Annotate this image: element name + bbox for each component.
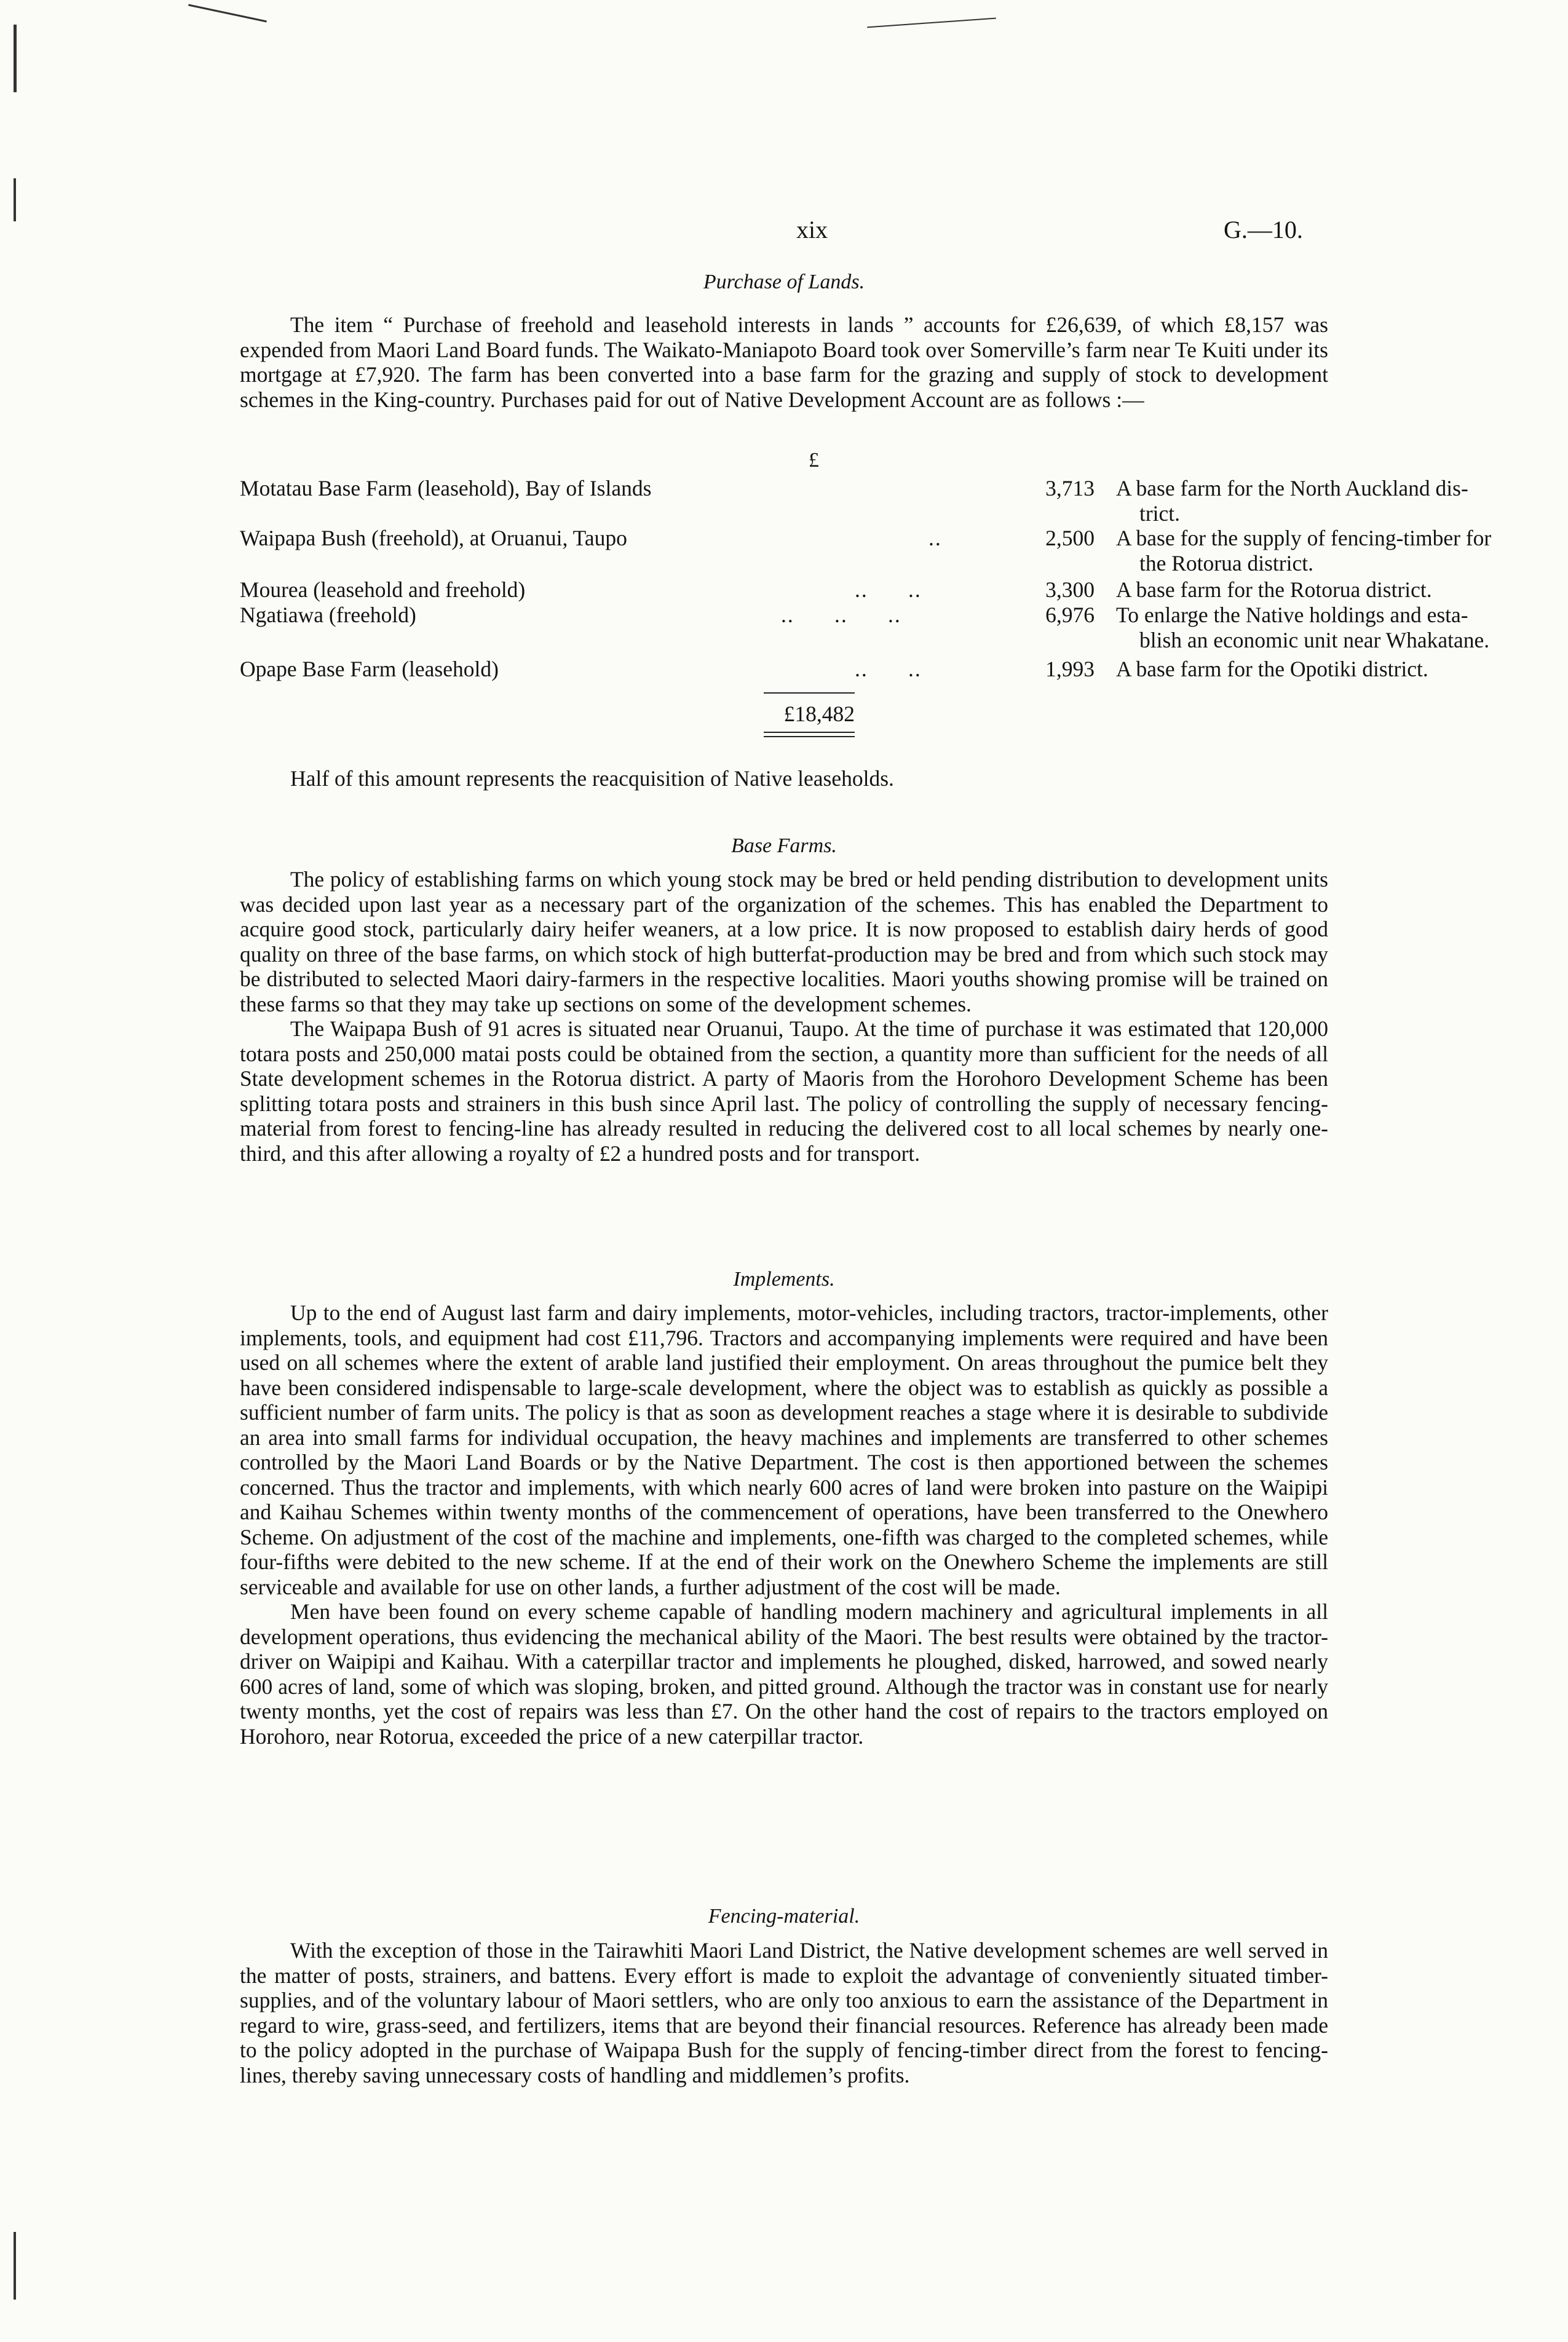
purchase-note: Half of this amount represents the reacquisition of Native leaseholds. xyxy=(290,766,894,791)
paragraph: The item “ Purchase of freehold and leasehold interests in lands ” accounts for £26,639, of which £8,157 was expended from Maori Land Board funds. The Waikato-Maniapoto Board took over Somerville’s farm near Te Kuiti under its mortgage at £7,920. The farm has been converted into a base farm for the grazing and supply of stock to development schemes in the King-country. Purchases paid for out of Native Development Account are as follows :— xyxy=(240,312,1328,412)
desc-line: the Rotorua district. xyxy=(1139,550,1313,576)
row-amount: 2,500 xyxy=(1045,526,1095,550)
page-number: xix xyxy=(796,216,828,243)
row-amount: 1,993 xyxy=(1045,657,1095,681)
row-name: Opape Base Farm (leasehold) xyxy=(240,657,499,681)
section-title-base-farms: Base Farms. xyxy=(731,834,837,857)
desc-line: blish an economic unit near Whakatane. xyxy=(1139,627,1490,652)
purchase-intro xyxy=(240,312,1328,412)
row-description xyxy=(1116,577,1568,603)
row-name: Waipapa Bush (freehold), at Oruanui, Taupo xyxy=(240,526,627,550)
section-title-fencing: Fencing-material. xyxy=(708,1905,860,1928)
total-rule xyxy=(764,692,855,694)
row-description xyxy=(1116,476,1568,526)
scan-mark xyxy=(14,2232,16,2300)
scan-mark xyxy=(14,178,16,221)
currency-heading: £ xyxy=(809,449,819,472)
row-amount: 3,300 xyxy=(1045,577,1095,602)
purchases-total: £18,482 xyxy=(783,702,855,726)
row-leader: .. .. .. xyxy=(781,603,901,627)
paragraph: Men have been found on every scheme capable of handling modern machinery and agricultural implements in all development operations, thus evidencing the mechanical ability of the Maori. The best results were obtained by the tractor-driver on Waipipi and Kaihau. With a caterpillar tractor and implements he ploughed, disked, harrowed, and sowed nearly 600 acres of land, some of which was sloping, broken, and pitted ground. Although the tractor was in constant use for nearly twenty months, yet the cost of repairs was less than £7. On the other hand the cost of repairs to the tractors employed on Horohoro, near Rotorua, exceeded the price of a new caterpillar tractor. xyxy=(240,1599,1328,1749)
desc-line: A base farm for the Opotiki district. xyxy=(1116,657,1428,681)
row-description xyxy=(1116,526,1568,576)
row-name: Mourea (leasehold and freehold) xyxy=(240,577,526,602)
row-amount: 6,976 xyxy=(1045,603,1095,627)
implements-text xyxy=(240,1300,1328,1749)
base-farms-text xyxy=(240,867,1328,1166)
desc-line: trict. xyxy=(1139,500,1181,526)
scan-mark xyxy=(867,18,996,28)
row-name: Ngatiawa (freehold) xyxy=(240,603,416,627)
section-title-purchase: Purchase of Lands. xyxy=(703,271,865,293)
fencing-text xyxy=(240,1938,1328,2087)
paragraph: The Waipapa Bush of 91 acres is situated near Oruanui, Taupo. At the time of purchase it was estimated that 120,000 totara posts and 250,000 matai posts could be obtained from the section, a quantity more than sufficient for the needs of all State development schemes in the Rotorua district. A party of Maoris from the Horohoro Development Scheme has been splitting totara posts and strainers in this bush since April last. The policy of controlling the supply of necessary fencing-material from forest to fencing-line has already resulted in reducing the delivered cost to all local schemes by nearly one-third, and this after allowing a royalty of £2 a hundred posts and for transport. xyxy=(240,1016,1328,1166)
row-description xyxy=(1116,657,1568,682)
row-leader: .. .. xyxy=(855,657,922,681)
desc-line: A base farm for the Rotorua district. xyxy=(1116,577,1432,602)
paragraph: Up to the end of August last farm and dairy implements, motor-vehicles, including tractors, tractor-implements, other implements, tools, and equipment had cost £11,796. Tractors and accompanying implements were required and have been used on all schemes where the extent of arable land justified their employment. On areas throughout the pumice belt they have been considered indispensable to large-scale development, where the object was to establish as quickly as possible a sufficient number of farm units. The policy is that as soon as development reaches a stage where it is desirable to subdivide an area into small farms for individual occupation, the heavy machines and implements are transferred to other schemes controlled by the Maori Land Boards or by the Native Department. The cost is then apportioned between the schemes concerned. Thus the tractor and implements, with which nearly 600 acres of land were broken into pasture on the Waipipi and Kaihau Schemes within twenty months of the commencement of operations, have been transferred to the Onewhero Scheme. On adjustment of the cost of the machine and implements, one-fifth was charged to the completed schemes, while four-fifths were debited to the new scheme. If at the end of their work on the Onewhero Scheme the implements are still serviceable and available for use on other lands, a further adjustment of the cost will be made. xyxy=(240,1300,1328,1599)
row-amount: 3,713 xyxy=(1045,476,1095,500)
paragraph: The policy of establishing farms on which young stock may be bred or held pending distribution to development units was decided upon last year as a necessary part of the organization of the schemes. This has enabled the Department to acquire good stock, particularly dairy heifer weaners, at a low price. It is now proposed to establish dairy herds of good quality on three of the base farms, on which stock of high butterfat-production may be bred and from which such stock may be distributed to selected Maori dairy-farmers in the respective localities. Maori youths showing promise will be trained on these farms so that they may take up sections on some of the development schemes. xyxy=(240,867,1328,1016)
desc-line: To enlarge the Native holdings and esta- xyxy=(1116,603,1468,627)
total-double-rule xyxy=(764,732,855,737)
row-leader: .. .. xyxy=(855,577,922,602)
row-description xyxy=(1116,603,1568,652)
desc-line: A base farm for the North Auckland dis- xyxy=(1116,476,1468,500)
row-name: Motatau Base Farm (leasehold), Bay of Islands xyxy=(240,476,652,500)
scan-mark xyxy=(188,4,267,23)
section-title-implements: Implements. xyxy=(733,1268,835,1291)
paragraph: With the exception of those in the Tairawhiti Maori Land District, the Native development schemes are well served in the matter of posts, strainers, and battens. Every effort is made to exploit the advantage of conveniently situated timber-supplies, and of the voluntary labour of Maori settlers, who are only too anxious to earn the assistance of the Department in regard to wire, grass-seed, and fertilizers, items that are beyond their financial resources. Reference has already been made to the policy adopted in the purchase of Waipapa Bush for the supply of fencing-timber direct from the forest to fencing-lines, thereby saving unnecessary costs of handling and middlemen’s profits. xyxy=(240,1938,1328,2087)
row-leader: .. xyxy=(929,526,942,550)
desc-line: A base for the supply of fencing-timber for xyxy=(1116,526,1492,550)
document-code: G.—10. xyxy=(1224,216,1303,243)
scan-mark xyxy=(14,25,17,92)
